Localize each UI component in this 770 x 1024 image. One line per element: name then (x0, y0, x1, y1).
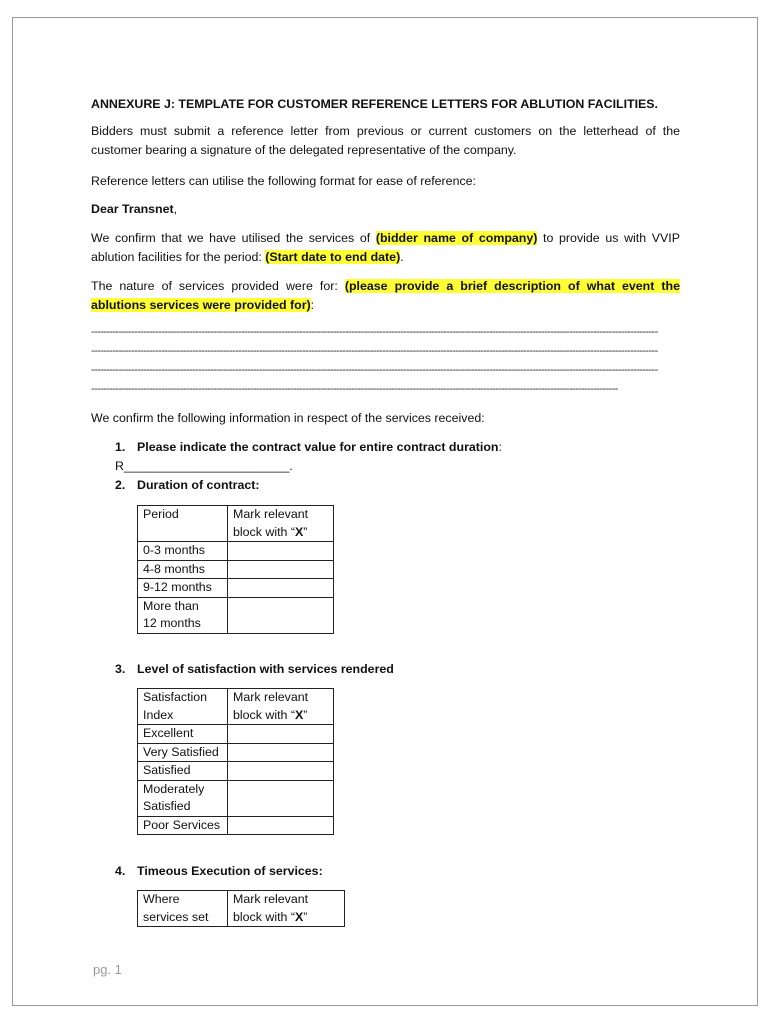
period-cell: 4-8 months (138, 560, 228, 579)
table-row (138, 597, 334, 633)
mark-header-text: block with “ (233, 909, 295, 924)
mark-cell[interactable] (228, 743, 334, 762)
mark-header-text: block with “ (233, 707, 295, 722)
item-timeous-execution (115, 862, 680, 881)
item-number: 1. (115, 440, 126, 454)
nature-paragraph (91, 277, 680, 315)
intro-paragraph: Bidders must submit a reference letter from previous or current customers on the letterhead of the customer bearing a signature of the delegated representative of the company. (91, 124, 680, 157)
dashed-line: ----------------------------------------------------------------------------------------------------------------------------------------------------------------------------------------- (91, 345, 658, 357)
timeous-header-line: Where (143, 892, 180, 906)
period-header: Period (143, 507, 179, 521)
item-satisfaction (115, 660, 680, 679)
timeous-table (137, 890, 345, 927)
dashed-line: ----------------------------------------------------------------------------------------------------------------------------------------------------------------------------------------- (91, 326, 658, 338)
item-number: 2. (115, 478, 126, 492)
period-line: More than (143, 598, 199, 613)
mark-cell[interactable] (228, 816, 334, 835)
mark-cell[interactable] (228, 597, 334, 633)
mark-x: X (294, 524, 304, 539)
page-number: pg. 1 (93, 962, 122, 977)
table-row (138, 689, 334, 725)
satisfaction-header-line: Satisfaction (143, 690, 208, 704)
info-intro: We confirm the following information in respect of the services received: (91, 411, 485, 425)
period-line: 12 months (143, 616, 201, 630)
item-label: Timeous Execution of services: (137, 864, 323, 878)
item-label: Level of satisfaction with services rendered (137, 662, 394, 676)
annexure-heading: ANNEXURE J: TEMPLATE FOR CUSTOMER REFERENCE LETTERS FOR ABLUTION FACILITIES. (91, 97, 659, 111)
satisfaction-line: Satisfied (143, 799, 191, 813)
item-label: Duration of contract: (137, 478, 260, 492)
format-note: Reference letters can utilise the following format for ease of reference: (91, 174, 476, 188)
mark-cell[interactable] (228, 762, 334, 781)
table-row (138, 725, 334, 744)
dashed-line: ----------------------------------------------------------------------------------------------------------------------------------------------------------------------------------------- (91, 364, 658, 376)
item-number: 4. (115, 864, 126, 878)
timeous-header-line: services set (143, 909, 209, 924)
table-header-cell (138, 689, 228, 725)
mark-header-quote: ” (303, 524, 308, 539)
satisfaction-cell (138, 780, 228, 816)
mark-header-text: block with “ (233, 524, 295, 539)
mark-header-line1: Mark relevant (233, 507, 309, 521)
mark-header-line2 (233, 524, 328, 542)
satisfaction-cell: Poor Services (138, 816, 228, 835)
mark-cell[interactable] (228, 560, 334, 579)
nature-pre: The nature of services provided were for: (91, 279, 345, 293)
table-row (138, 579, 334, 598)
salutation-comma: , (173, 202, 178, 216)
mark-cell[interactable] (228, 542, 334, 561)
mark-x: X (294, 707, 304, 722)
salutation (91, 200, 680, 219)
mark-cell[interactable] (228, 579, 334, 598)
mark-header-line1: Mark relevant (233, 690, 309, 704)
table-header-cell (138, 506, 228, 542)
mark-header-cell (228, 891, 345, 927)
mark-header-quote: ” (303, 909, 308, 924)
satisfaction-cell: Satisfied (138, 762, 228, 781)
satisfaction-header-line: Index (143, 707, 174, 722)
table-row (138, 560, 334, 579)
table-row (138, 542, 334, 561)
item-duration (115, 476, 680, 495)
satisfaction-cell: Very Satisfied (138, 743, 228, 762)
table-row (138, 743, 334, 762)
confirm-mid: to provide us with VVIP ablution facilities for the period: (91, 231, 680, 264)
table-header-cell (138, 891, 228, 927)
dashed-fill-lines (91, 323, 680, 399)
confirm-pre: We confirm that we have utilised the services of (91, 231, 376, 245)
mark-x: X (294, 909, 304, 924)
mark-header-line2 (233, 909, 339, 927)
mark-header-cell (228, 506, 334, 542)
mark-cell[interactable] (228, 725, 334, 744)
table-row (138, 506, 334, 542)
satisfaction-table (137, 688, 334, 835)
item-contract-value (115, 438, 680, 476)
document-page (12, 17, 758, 1006)
confirm-paragraph (91, 229, 680, 267)
period-cell: 9-12 months (138, 579, 228, 598)
satisfaction-cell: Excellent (138, 725, 228, 744)
table-row (138, 891, 345, 927)
item-label: Please indicate the contract value for entire contract duration (137, 440, 499, 454)
period-cell (138, 597, 228, 633)
salutation-name: Dear Transnet (91, 202, 174, 216)
duration-table (137, 505, 334, 634)
mark-header-line1: Mark relevant (233, 892, 309, 906)
nature-post: : (310, 298, 315, 312)
mark-cell[interactable] (228, 780, 334, 816)
bidder-name-placeholder: (bidder name of company) (375, 231, 538, 245)
table-row (138, 816, 334, 835)
contract-value-blank: : R________________________. (115, 440, 502, 473)
mark-header-quote: ” (303, 707, 308, 722)
dashed-line: ---------------------------------------------------------------------------------------------------------------------------------------------------------------------------- (91, 383, 618, 395)
confirm-post: . (400, 250, 404, 264)
period-placeholder: (Start date to end date) (265, 250, 401, 264)
mark-header-line2 (233, 707, 328, 725)
table-row (138, 780, 334, 816)
table-row (138, 762, 334, 781)
item-number: 3. (115, 662, 126, 676)
satisfaction-line: Moderately (143, 781, 205, 796)
period-cell: 0-3 months (138, 542, 228, 561)
mark-header-cell (228, 689, 334, 725)
nature-description-placeholder: (please provide a brief description of what event the ablutions services were provided for) (91, 279, 680, 312)
